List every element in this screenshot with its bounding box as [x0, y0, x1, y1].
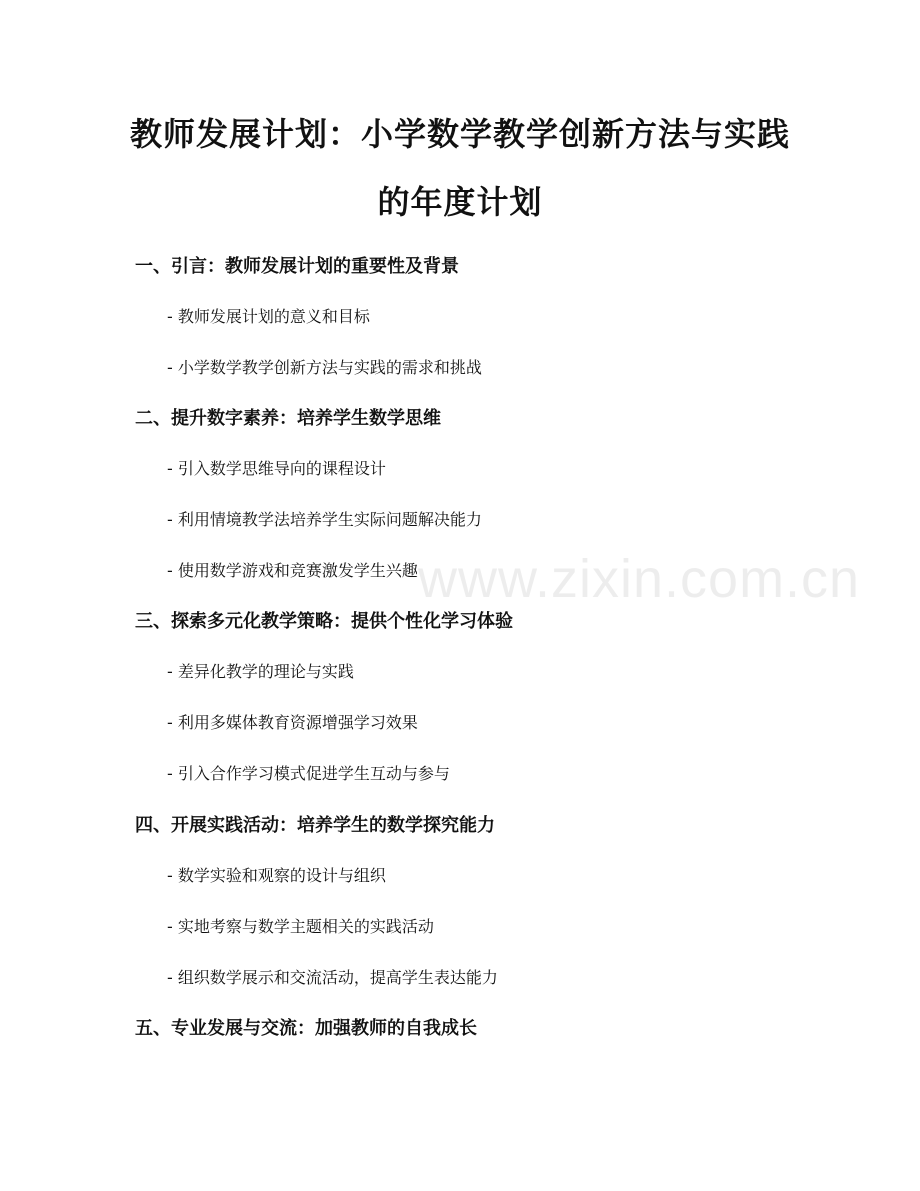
section-1 — [135, 254, 835, 381]
section-3 — [135, 609, 835, 787]
document-title: 教师发展计划：小学数学教学创新方法与实践的年度计划 — [129, 115, 790, 221]
section-heading: 四、开展实践活动：培养学生的数学探究能力 — [135, 815, 495, 836]
list-item: - 引入合作学习模式促进学生互动与参与 — [167, 764, 450, 783]
list-item: - 小学数学教学创新方法与实践的需求和挑战 — [167, 358, 482, 377]
watermark: www.zixin.com.cn — [418, 549, 861, 609]
section-2 — [135, 406, 835, 584]
list-item: - 利用情境教学法培养学生实际问题解决能力 — [167, 510, 482, 529]
section-5 — [135, 1016, 835, 1042]
list-item: - 教师发展计划的意义和目标 — [167, 307, 370, 326]
list-item: - 利用多媒体教育资源增强学习效果 — [167, 713, 418, 732]
section-heading: 二、提升数字素养：培养学生数学思维 — [135, 408, 441, 429]
list-item: - 组织数学展示和交流活动，提高学生表达能力 — [167, 968, 498, 987]
list-item: - 差异化教学的理论与实践 — [167, 662, 354, 681]
section-heading: 一、引言：教师发展计划的重要性及背景 — [135, 256, 459, 277]
list-item: - 使用数学游戏和竞赛激发学生兴趣 — [167, 561, 418, 580]
list-item: - 引入数学思维导向的课程设计 — [167, 459, 386, 478]
list-item: - 实地考察与数学主题相关的实践活动 — [167, 917, 434, 936]
list-item: - 数学实验和观察的设计与组织 — [167, 866, 386, 885]
section-heading: 三、探索多元化教学策略：提供个性化学习体验 — [135, 611, 513, 632]
section-heading: 五、专业发展与交流：加强教师的自我成长 — [135, 1018, 477, 1039]
section-4 — [135, 813, 835, 991]
